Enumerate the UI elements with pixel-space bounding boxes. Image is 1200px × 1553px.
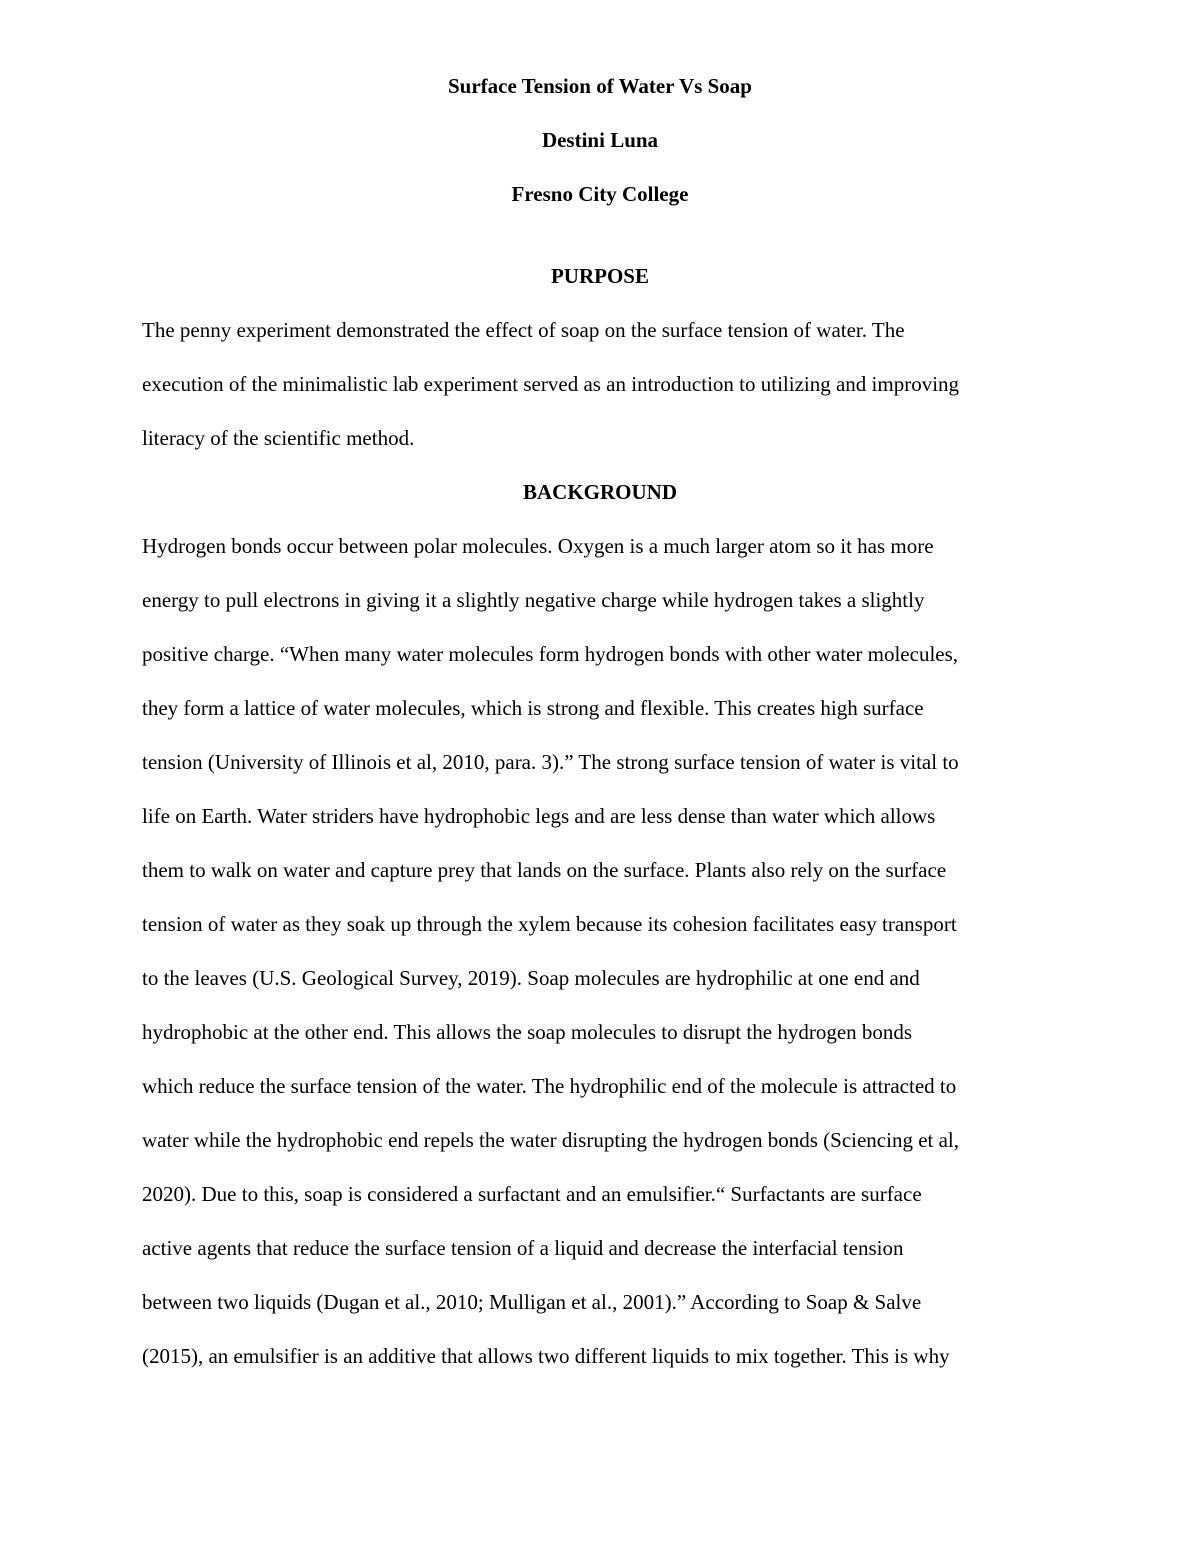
paragraph-line: execution of the minimalistic lab experiment served as an introduction to utilizing and improving — [142, 372, 960, 396]
paragraph-line: The penny experiment demonstrated the effect of soap on the surface tension of water. The — [142, 318, 905, 342]
paragraph-line: they form a lattice of water molecules, which is strong and flexible. This creates high surface — [142, 696, 924, 720]
paragraph-line: literacy of the scientific method. — [142, 426, 415, 450]
document-title: Surface Tension of Water Vs Soap — [448, 74, 752, 98]
institution-name: Fresno City College — [511, 182, 689, 206]
paragraph-line: which reduce the surface tension of the water. The hydrophilic end of the molecule is attracted to — [142, 1074, 957, 1098]
paragraph-line: them to walk on water and capture prey that lands on the surface. Plants also rely on the surface — [142, 858, 947, 882]
paragraph-line: hydrophobic at the other end. This allows the soap molecules to disrupt the hydrogen bonds — [142, 1020, 913, 1044]
author-name: Destini Luna — [541, 128, 659, 152]
paragraph-line: active agents that reduce the surface tension of a liquid and decrease the interfacial tension — [142, 1236, 904, 1260]
purpose-heading: PURPOSE — [550, 264, 649, 288]
paragraph-line: positive charge. “When many water molecules form hydrogen bonds with other water molecules, — [142, 642, 959, 666]
paragraph-line: (2015), an emulsifier is an additive that allows two different liquids to mix together. This is why — [142, 1344, 950, 1368]
paragraph-line: tension of water as they soak up through the xylem because its cohesion facilitates easy transport — [142, 912, 957, 936]
paragraph-line: to the leaves (U.S. Geological Survey, 2019). Soap molecules are hydrophilic at one end and — [142, 966, 920, 990]
paragraph-line: water while the hydrophobic end repels the water disrupting the hydrogen bonds (Sciencing et al, — [142, 1128, 960, 1152]
paragraph-line: Hydrogen bonds occur between polar molecules. Oxygen is a much larger atom so it has more — [142, 534, 934, 558]
paragraph-line: tension (University of Illinois et al, 2010, para. 3).” The strong surface tension of water is vital to — [142, 750, 959, 774]
paragraph-line: 2020). Due to this, soap is considered a surfactant and an emulsifier.“ Surfactants are surface — [142, 1182, 922, 1206]
paragraph-line: energy to pull electrons in giving it a slightly negative charge while hydrogen takes a slightly — [142, 588, 925, 612]
paragraph-line: life on Earth. Water striders have hydrophobic legs and are less dense than water which allows — [142, 804, 936, 828]
background-heading: BACKGROUND — [522, 480, 677, 504]
paragraph-line: between two liquids (Dugan et al., 2010; Mulligan et al., 2001).” According to Soap & Salve — [142, 1290, 922, 1314]
